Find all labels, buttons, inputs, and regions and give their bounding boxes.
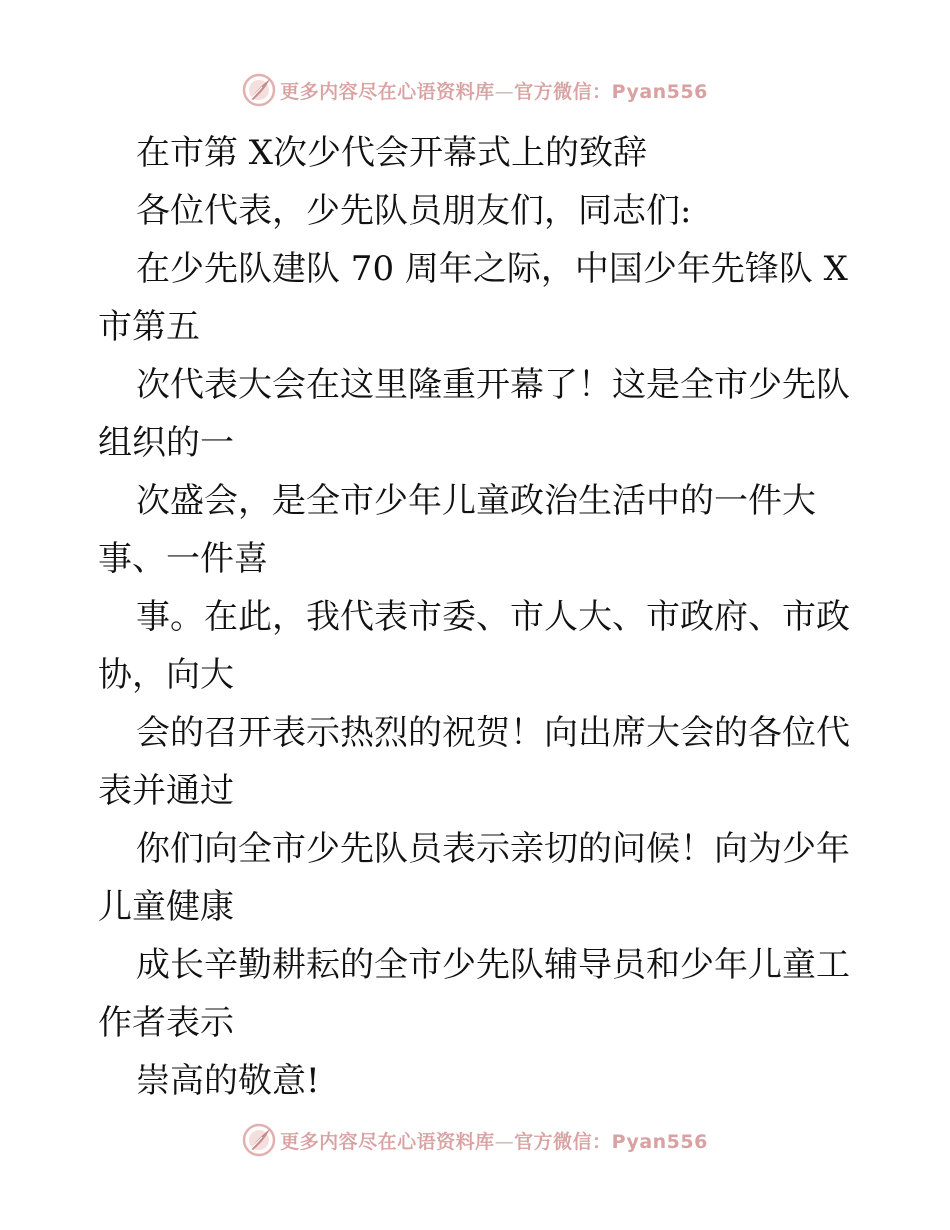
document-line: 会的召开表示热烈的祝贺！向出席大会的各位代 [136, 713, 850, 753]
document-line: 表并通过 [98, 771, 234, 811]
footer-banner [0, 1120, 950, 1160]
feather-pen-logo-icon [242, 1123, 276, 1157]
document-line: 各位代表，少先队员朋友们，同志们: [136, 191, 692, 231]
banner-separator: — [494, 1130, 515, 1153]
document-line: 在市第 X次少代会开幕式上的致辞 [136, 133, 648, 173]
document-line: 协，向大 [98, 655, 234, 695]
banner-text [280, 1127, 708, 1154]
document-line: 你们向全市少先队员表示亲切的问候！向为少年 [136, 829, 850, 869]
document-line: 事、一件喜 [98, 539, 268, 579]
banner-text [280, 77, 708, 104]
document-line: 组织的一 [98, 423, 234, 463]
document-line: 事。在此，我代表市委、市人大、市政府、市政 [136, 597, 850, 637]
banner-separator: — [494, 80, 515, 103]
document-line: 崇高的敬意! [136, 1061, 320, 1101]
banner-wechat-id: Pyan556 [611, 80, 708, 103]
header-banner [0, 70, 950, 110]
feather-pen-logo-icon [242, 73, 276, 107]
banner-wechat-id: Pyan556 [611, 1130, 708, 1153]
document-line: 次代表大会在这里隆重开幕了！这是全市少先队 [136, 365, 850, 405]
document-line: 次盛会，是全市少年儿童政治生活中的一件大 [136, 481, 816, 521]
document-body [98, 124, 856, 1110]
document-line: 市第五 [98, 307, 200, 347]
document-line: 儿童健康 [98, 887, 234, 927]
banner-site-text: 更多内容尽在心语资料库 [280, 1130, 495, 1153]
document-line: 在少先队建队 70 周年之际，中国少年先锋队 X [136, 249, 848, 289]
banner-wechat-label: 官方微信： [514, 1130, 612, 1153]
document-line: 成长辛勤耕耘的全市少先队辅导员和少年儿童工 [136, 945, 850, 985]
banner-site-text: 更多内容尽在心语资料库 [280, 80, 495, 103]
banner-wechat-label: 官方微信： [514, 80, 612, 103]
document-line: 作者表示 [98, 1003, 234, 1043]
